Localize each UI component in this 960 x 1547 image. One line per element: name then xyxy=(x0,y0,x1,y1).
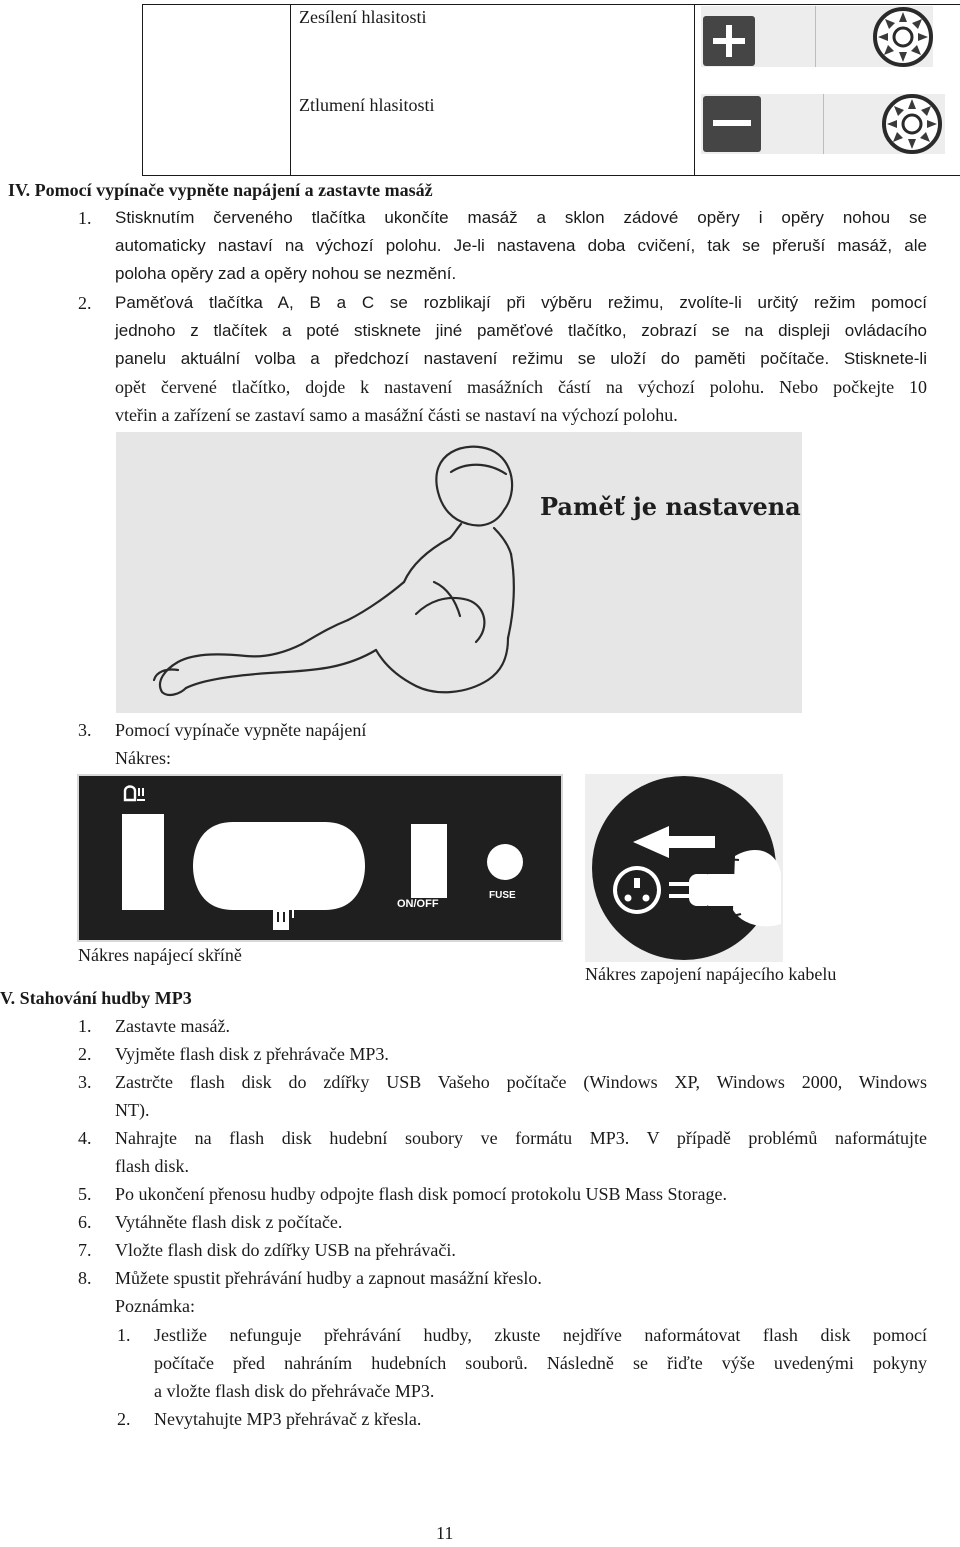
paragraph-line: Pomocí vypínače vypněte napájení xyxy=(115,720,367,740)
figure-caption: Nákres zapojení napájecího kabelu xyxy=(585,964,837,984)
page-number: 11 xyxy=(436,1523,454,1543)
list-number: 1. xyxy=(78,208,92,228)
list-number: 2. xyxy=(78,1044,92,1064)
list-number: 7. xyxy=(78,1240,92,1260)
figure-caption: Nákres napájecí skříně xyxy=(78,945,242,965)
section-heading: V. Stahování hudby MP3 xyxy=(0,988,192,1008)
note-item: Nevytahujte MP3 přehrávač z křesla. xyxy=(154,1409,422,1429)
list-number: 3. xyxy=(78,1072,92,1092)
power-socket xyxy=(193,820,365,912)
fuse-label: FUSE xyxy=(489,890,516,901)
onoff-label: ON/OFF xyxy=(397,898,439,910)
cable-connection-illustration xyxy=(585,774,783,962)
power-plug-icon xyxy=(121,782,147,804)
list-number: 6. xyxy=(78,1212,92,1232)
memory-set-figure xyxy=(116,432,802,713)
list-number: 2. xyxy=(117,1409,131,1429)
paragraph-line: jednoho z tlačítek a poté stisknete jiné paměťové tlačítko, zobrazí se na displeji ovládacího xyxy=(115,321,927,340)
switch-slot xyxy=(122,814,164,910)
onoff-switch xyxy=(411,824,447,898)
list-number: 3. xyxy=(78,720,92,740)
paragraph-line: automaticky nastaví na výchozí polohu. Je-li nastavena doba cvičení, tak se přeruší masáž, ale xyxy=(115,236,927,255)
note-label: Poznámka: xyxy=(115,1296,195,1316)
paragraph-line: Paměťová tlačítka A, B a C se rozblikají při výběru režimu, zvolíte-li určitý režim pomocí xyxy=(115,293,927,312)
list-item: Po ukončení přenosu hudby odpojte flash disk pomocí protokolu USB Mass Storage. xyxy=(115,1184,727,1204)
list-number: 2. xyxy=(78,293,92,313)
list-number: 1. xyxy=(78,1016,92,1036)
list-number: 8. xyxy=(78,1268,92,1288)
minus-button-icon xyxy=(703,96,761,152)
paragraph-line: panelu aktuální volba a předchozí nastavení režimu se uloží do paměti počítače. Stisknete-li xyxy=(115,349,927,368)
plus-button-icon xyxy=(703,16,755,66)
dial-icon xyxy=(872,6,934,68)
list-item: Můžete spustit přehrávání hudby a zapnout masážní křeslo. xyxy=(115,1268,542,1288)
list-item: Nahrajte na flash disk hudební soubory ve formátu MP3. V případě problémů naformátujte xyxy=(115,1128,927,1148)
cable-connection-drawing xyxy=(585,774,783,962)
list-item: Zastavte masáž. xyxy=(115,1016,230,1036)
list-item: Vyjměte flash disk z přehrávače MP3. xyxy=(115,1044,389,1064)
seated-person-illustration xyxy=(116,432,536,713)
paragraph-line: poloha opěry zad a opěry nohou se nezmění. xyxy=(115,264,457,283)
list-item: flash disk. xyxy=(115,1156,189,1176)
list-item: NT). xyxy=(115,1100,150,1120)
list-item: Zastrčte flash disk do zdířky USB Vašeho počítače (Windows XP, Windows 2000, Windows xyxy=(115,1072,927,1092)
note-item: počítače před nahráním hudebních souborů. Následně se řiďte výše uvedenými pokyny xyxy=(154,1353,927,1373)
usb-plug-icon xyxy=(269,900,303,932)
table-row-label: Ztlumení hlasitosti xyxy=(299,95,435,115)
dial-icon xyxy=(880,93,944,155)
drawing-label: Nákres: xyxy=(115,748,171,768)
list-item: Vytáhněte flash disk z počítače. xyxy=(115,1212,343,1232)
paragraph-line: vteřin a zařízení se zastaví samo a masážní části se nastaví na výchozí polohu. xyxy=(115,405,678,425)
table-row-label: Zesílení hlasitosti xyxy=(299,7,427,27)
paragraph-line: Stisknutím červeného tlačítka ukončíte masáž a sklon zádové opěry i opěry nohou se xyxy=(115,208,927,227)
fuse-holder xyxy=(487,844,523,880)
list-item: Vložte flash disk do zdířky USB na přehrávači. xyxy=(115,1240,456,1260)
section-heading: IV. Pomocí vypínače vypněte napájení a zastavte masáž xyxy=(8,180,433,200)
figure-title: Paměť je nastavena xyxy=(540,492,801,521)
list-number: 5. xyxy=(78,1184,92,1204)
list-number: 1. xyxy=(117,1325,131,1345)
paragraph-line: opět červené tlačítko, dojde k nastavení masážních částí na výchozí polohu. Nebo počkejte 10 xyxy=(115,377,927,397)
note-item: a vložte flash disk do přehrávače MP3. xyxy=(154,1381,435,1401)
list-number: 4. xyxy=(78,1128,92,1148)
power-box-drawing xyxy=(77,774,563,942)
note-item: Jestliže nefunguje přehrávání hudby, zkuste nejdříve naformátovat flash disk pomocí xyxy=(154,1325,927,1345)
